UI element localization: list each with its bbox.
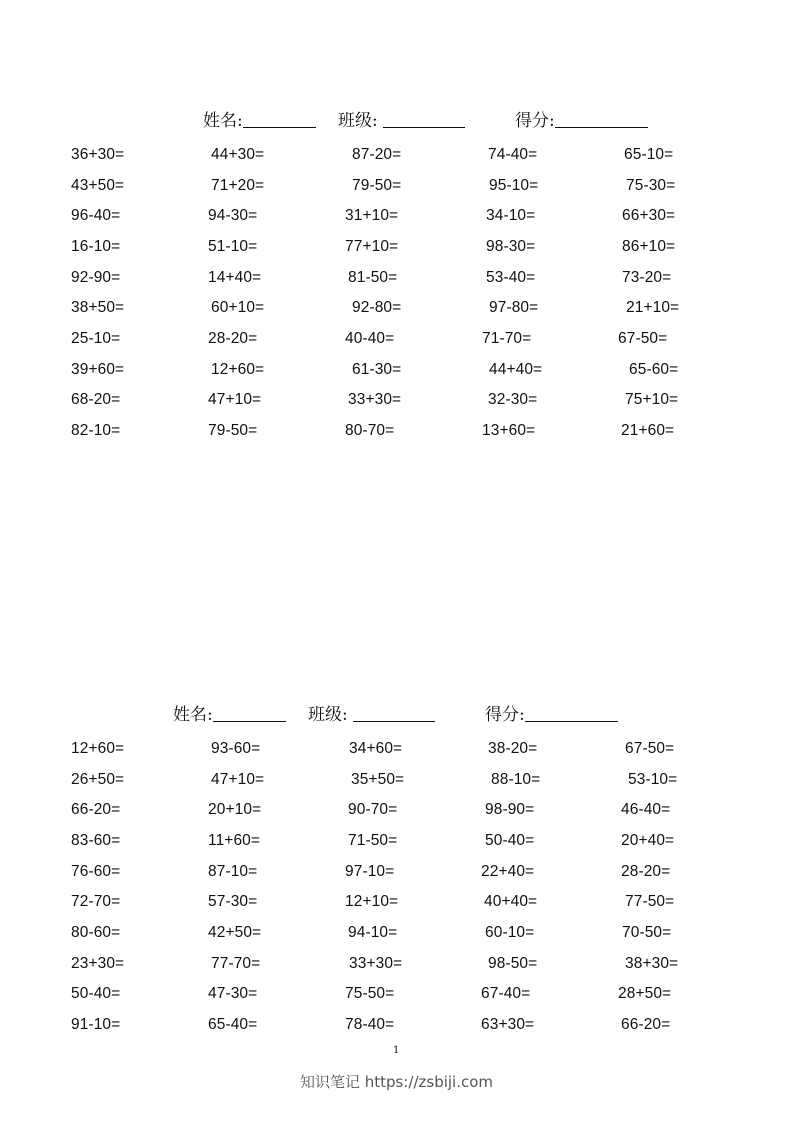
- math-problem: 73-20=: [622, 269, 672, 286]
- math-problem: 47+10=: [208, 391, 262, 408]
- math-problem: 63+30=: [481, 1016, 535, 1033]
- math-problem: 77-50=: [625, 893, 675, 910]
- math-problem: 16-10=: [71, 238, 121, 255]
- name-blank: [243, 111, 316, 128]
- math-problem: 38+30=: [625, 955, 679, 972]
- math-problem: 71-70=: [482, 330, 532, 347]
- math-problem: 40+40=: [484, 893, 538, 910]
- math-problem: 98-90=: [485, 801, 535, 818]
- math-problem: 76-60=: [71, 863, 121, 880]
- math-problem: 32-30=: [488, 391, 538, 408]
- math-problem: 65-40=: [208, 1016, 258, 1033]
- math-problem: 98-50=: [488, 955, 538, 972]
- math-problem: 65-60=: [629, 361, 679, 378]
- math-problem: 50-40=: [71, 985, 121, 1002]
- math-problem: 92-90=: [71, 269, 121, 286]
- math-problem: 97-80=: [489, 299, 539, 316]
- math-problem: 47-30=: [208, 985, 258, 1002]
- math-problem: 33+30=: [348, 391, 402, 408]
- math-problem: 14+40=: [208, 269, 262, 286]
- math-problem: 13+60=: [482, 422, 536, 439]
- math-problem: 80-70=: [345, 422, 395, 439]
- math-problem: 53-40=: [486, 269, 536, 286]
- math-problem: 42+50=: [208, 924, 262, 941]
- math-problem: 65-10=: [624, 146, 674, 163]
- name-field: [203, 106, 316, 131]
- math-problem: 71+20=: [211, 177, 265, 194]
- math-problem: 33+30=: [349, 955, 403, 972]
- math-problem: 75-50=: [345, 985, 395, 1002]
- name-blank: [213, 705, 286, 722]
- math-problem: 91-10=: [71, 1016, 121, 1033]
- math-problem: 71-50=: [348, 832, 398, 849]
- math-problem: 78-40=: [345, 1016, 395, 1033]
- math-problem: 72-70=: [71, 893, 121, 910]
- math-problem: 66+30=: [622, 207, 676, 224]
- math-problem: 31+10=: [345, 207, 399, 224]
- class-field: [338, 106, 465, 131]
- footer-watermark: 知识笔记 https://zsbiji.com: [299, 1073, 494, 1091]
- score-label: 得分:: [515, 111, 555, 131]
- math-problem: 68-20=: [71, 391, 121, 408]
- math-problem: 50-40=: [485, 832, 535, 849]
- math-problem: 28-20=: [621, 863, 671, 880]
- math-problem: 34-10=: [486, 207, 536, 224]
- math-problem: 93-60=: [211, 740, 261, 757]
- score-field: [485, 700, 618, 725]
- math-problem: 66-20=: [621, 1016, 671, 1033]
- math-problem: 51-10=: [208, 238, 258, 255]
- math-problem: 39+60=: [71, 361, 125, 378]
- math-problem: 80-60=: [71, 924, 121, 941]
- score-label: 得分:: [485, 705, 525, 725]
- name-label: 姓名:: [203, 111, 243, 131]
- math-problem: 43+50=: [71, 177, 125, 194]
- math-problem: 21+10=: [626, 299, 680, 316]
- math-problem: 57-30=: [208, 893, 258, 910]
- math-problem: 94-10=: [348, 924, 398, 941]
- math-problem: 92-80=: [352, 299, 402, 316]
- math-problem: 28-20=: [208, 330, 258, 347]
- class-field: [308, 700, 435, 725]
- math-problem: 88-10=: [491, 771, 541, 788]
- math-problem: 36+30=: [71, 146, 125, 163]
- math-problem: 12+60=: [211, 361, 265, 378]
- score-blank: [555, 111, 648, 128]
- math-problem: 21+60=: [621, 422, 675, 439]
- math-problem: 53-10=: [628, 771, 678, 788]
- math-problem: 81-50=: [348, 269, 398, 286]
- math-problem: 35+50=: [351, 771, 405, 788]
- math-problem: 25-10=: [71, 330, 121, 347]
- math-problem: 67-40=: [481, 985, 531, 1002]
- math-problem: 67-50=: [625, 740, 675, 757]
- class-label: 班级:: [308, 705, 348, 725]
- class-blank: [353, 705, 435, 722]
- math-problem: 77-70=: [211, 955, 261, 972]
- class-label: 班级:: [338, 111, 378, 131]
- math-problem: 61-30=: [352, 361, 402, 378]
- math-problem: 97-10=: [345, 863, 395, 880]
- math-problem: 60+10=: [211, 299, 265, 316]
- math-problem: 46-40=: [621, 801, 671, 818]
- math-problem: 47+10=: [211, 771, 265, 788]
- math-problem: 44+30=: [211, 146, 265, 163]
- math-problem: 26+50=: [71, 771, 125, 788]
- page-number: 1: [393, 1045, 400, 1056]
- math-problem: 38-20=: [488, 740, 538, 757]
- math-problem: 75+10=: [625, 391, 679, 408]
- math-problem: 82-10=: [71, 422, 121, 439]
- math-problem: 12+60=: [71, 740, 125, 757]
- math-problem: 40-40=: [345, 330, 395, 347]
- math-problem: 77+10=: [345, 238, 399, 255]
- math-problem: 96-40=: [71, 207, 121, 224]
- score-field: [515, 106, 648, 131]
- name-label: 姓名:: [173, 705, 213, 725]
- math-problem: 38+50=: [71, 299, 125, 316]
- math-problem: 86+10=: [622, 238, 676, 255]
- math-problem: 70-50=: [622, 924, 672, 941]
- math-problem: 95-10=: [489, 177, 539, 194]
- math-problem: 20+10=: [208, 801, 262, 818]
- math-problem: 23+30=: [71, 955, 125, 972]
- math-problem: 87-20=: [352, 146, 402, 163]
- score-blank: [525, 705, 618, 722]
- math-problem: 75-30=: [626, 177, 676, 194]
- math-problem: 66-20=: [71, 801, 121, 818]
- math-problem: 90-70=: [348, 801, 398, 818]
- math-problem: 74-40=: [488, 146, 538, 163]
- math-problem: 28+50=: [618, 985, 672, 1002]
- math-problem: 22+40=: [481, 863, 535, 880]
- math-problem: 44+40=: [489, 361, 543, 378]
- math-problem: 87-10=: [208, 863, 258, 880]
- math-problem: 60-10=: [485, 924, 535, 941]
- math-problem: 34+60=: [349, 740, 403, 757]
- math-problem: 20+40=: [621, 832, 675, 849]
- math-problem: 83-60=: [71, 832, 121, 849]
- class-blank: [383, 111, 465, 128]
- math-problem: 11+60=: [208, 832, 261, 849]
- math-problem: 94-30=: [208, 207, 258, 224]
- math-problem: 12+10=: [345, 893, 399, 910]
- name-field: [173, 700, 286, 725]
- math-problem: 98-30=: [486, 238, 536, 255]
- math-problem: 79-50=: [208, 422, 258, 439]
- math-problem: 67-50=: [618, 330, 668, 347]
- math-problem: 79-50=: [352, 177, 402, 194]
